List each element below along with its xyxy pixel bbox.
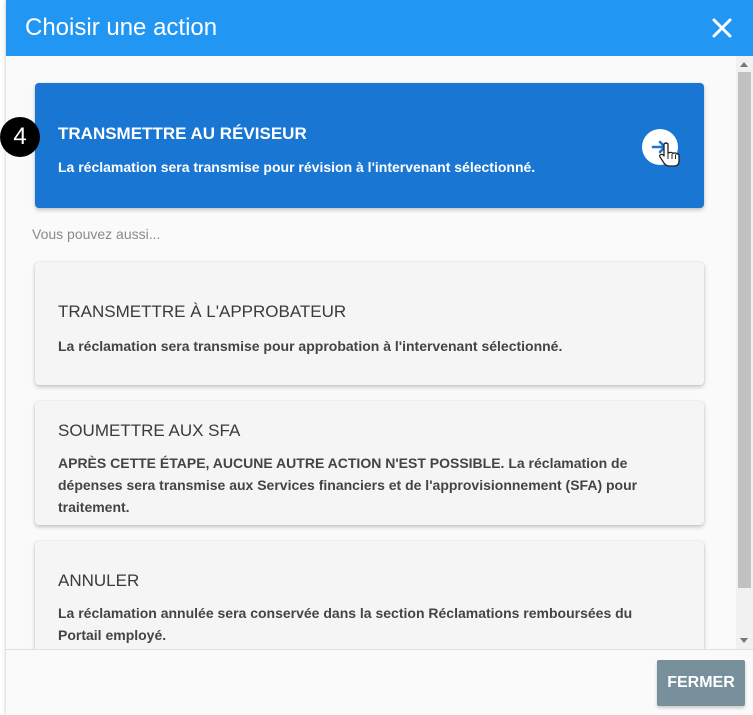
action-title: SOUMETTRE AUX SFA [58, 421, 241, 440]
action-description: La réclamation sera transmise pour approbation à l'intervenant sélectionné. [58, 338, 563, 354]
action-card-transmit-reviewer[interactable] [35, 83, 704, 208]
action-description: La réclamation annulée sera conservée dans la section Réclamations remboursées du Portail employé. [58, 605, 633, 643]
arrow-right-icon[interactable] [642, 129, 678, 165]
close-button[interactable]: FERMER [657, 660, 745, 706]
hand-cursor-icon [658, 142, 680, 168]
action-card-submit-sfa[interactable] [35, 401, 704, 525]
scrollbar-thumb[interactable] [738, 72, 751, 588]
action-description: APRÈS CETTE ÉTAPE, AUCUNE AUTRE ACTION N'EST POSSIBLE. La réclamation de dépenses sera transmise aux Services financiers et de l'approvisionnement (SFA) pour traitement. [58, 455, 638, 515]
action-card-transmit-approver[interactable] [35, 262, 704, 385]
close-icon[interactable] [707, 13, 737, 43]
dialog-header [6, 0, 753, 56]
content-scrollbar[interactable] [736, 56, 753, 649]
action-title: TRANSMETTRE À L'APPROBATEUR [58, 302, 347, 321]
step-number-badge: 4 [0, 117, 40, 157]
scroll-up-arrow-icon[interactable] [740, 62, 748, 67]
choose-action-dialog [6, 0, 753, 714]
action-title: ANNULER [58, 571, 140, 590]
dialog-content [6, 56, 753, 649]
alternatives-label: Vous pouvez aussi... [32, 226, 161, 242]
action-description: La réclamation sera transmise pour révision à l'intervenant sélectionné. [58, 159, 536, 175]
scroll-down-arrow-icon[interactable] [740, 638, 748, 643]
dialog-title: Choisir une action [25, 14, 218, 41]
action-card-cancel[interactable] [35, 541, 704, 649]
action-title: TRANSMETTRE AU RÉVISEUR [58, 124, 307, 143]
dialog-footer [6, 649, 753, 715]
